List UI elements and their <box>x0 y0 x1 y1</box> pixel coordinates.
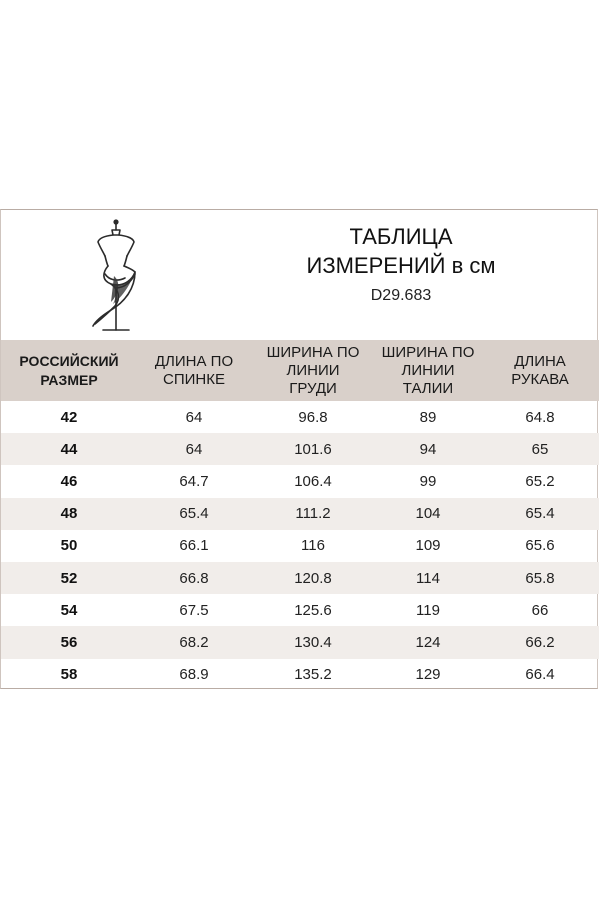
cell-waist-width: 129 <box>415 666 441 684</box>
header-chest-width: ШИРИНА ПО ЛИНИИ ГРУДИ <box>251 340 375 401</box>
cell-chest-width: 116 <box>301 537 325 555</box>
cell-back-length: 65.4 <box>137 498 251 530</box>
cell-sleeve-length: 65.4 <box>481 498 599 530</box>
cell-waist-width: 104 <box>375 498 481 530</box>
table-row <box>1 594 599 626</box>
cell-back-length: 66.1 <box>179 537 209 555</box>
table-row <box>1 562 599 594</box>
cell-size: 52 <box>1 562 137 594</box>
product-code: D29.683 <box>370 287 432 304</box>
table-row <box>1 659 599 691</box>
cell-back-length: 64 <box>137 433 251 465</box>
cell-sleeve-length: 65 <box>481 433 599 465</box>
cell-waist-width: 114 <box>375 562 481 594</box>
cell-chest-width: 130.4 <box>251 626 375 658</box>
chart-header <box>1 210 597 340</box>
cell-chest-width: 101.6 <box>251 433 375 465</box>
cell-chest-width: 96.8 <box>298 408 328 426</box>
cell-sleeve-length: 65.6 <box>525 537 555 555</box>
cell-chest-width: 125.6 <box>294 601 332 619</box>
cell-waist-width: 124 <box>375 626 481 658</box>
cell-size: 46 <box>60 472 78 490</box>
table-row <box>1 433 599 465</box>
chart-title-line-2: ИЗМЕРЕНИЙ в см <box>306 253 496 278</box>
size-chart-card <box>0 209 598 689</box>
cell-sleeve-length: 66.2 <box>481 626 599 658</box>
cell-waist-width: 89 <box>419 408 437 426</box>
table-row <box>1 465 599 497</box>
table-row <box>1 626 599 658</box>
cell-size: 44 <box>1 433 137 465</box>
cell-size: 48 <box>1 498 137 530</box>
table-row <box>1 401 599 433</box>
cell-chest-width: 135.2 <box>294 666 332 684</box>
cell-waist-width: 99 <box>419 472 437 490</box>
table-row <box>1 530 599 562</box>
cell-back-length: 64.7 <box>179 472 209 490</box>
cell-back-length: 67.5 <box>179 601 209 619</box>
cell-sleeve-length: 64.8 <box>525 408 555 426</box>
mannequin-icon <box>81 216 151 334</box>
cell-sleeve-length: 66.4 <box>525 666 555 684</box>
chart-title-line-1: ТАБЛИЦА <box>349 224 453 249</box>
cell-chest-width: 111.2 <box>251 498 375 530</box>
cell-back-length: 64 <box>185 408 203 426</box>
title-block <box>261 222 541 305</box>
cell-sleeve-length: 66 <box>531 601 549 619</box>
cell-waist-width: 119 <box>416 601 440 619</box>
cell-size: 42 <box>60 408 78 426</box>
header-russian-size: РОССИЙСКИЙ РАЗМЕР <box>1 340 137 401</box>
size-table <box>1 340 599 691</box>
cell-chest-width: 120.8 <box>251 562 375 594</box>
cell-chest-width: 106.4 <box>294 472 332 490</box>
header-waist-width: ШИРИНА ПО ЛИНИИ ТАЛИИ <box>375 340 481 401</box>
cell-size: 54 <box>60 601 78 619</box>
cell-back-length: 66.8 <box>137 562 251 594</box>
header-sleeve-length: ДЛИНА РУКАВА <box>481 340 599 401</box>
cell-waist-width: 94 <box>375 433 481 465</box>
header-row <box>1 340 599 401</box>
cell-sleeve-length: 65.8 <box>481 562 599 594</box>
cell-size: 56 <box>1 626 137 658</box>
cell-back-length: 68.9 <box>179 666 209 684</box>
header-back-length: ДЛИНА ПО СПИНКЕ <box>137 340 251 401</box>
table-row <box>1 498 599 530</box>
cell-waist-width: 109 <box>415 537 441 555</box>
cell-size: 58 <box>60 666 78 684</box>
cell-back-length: 68.2 <box>137 626 251 658</box>
cell-sleeve-length: 65.2 <box>525 472 555 490</box>
cell-size: 50 <box>60 537 78 555</box>
